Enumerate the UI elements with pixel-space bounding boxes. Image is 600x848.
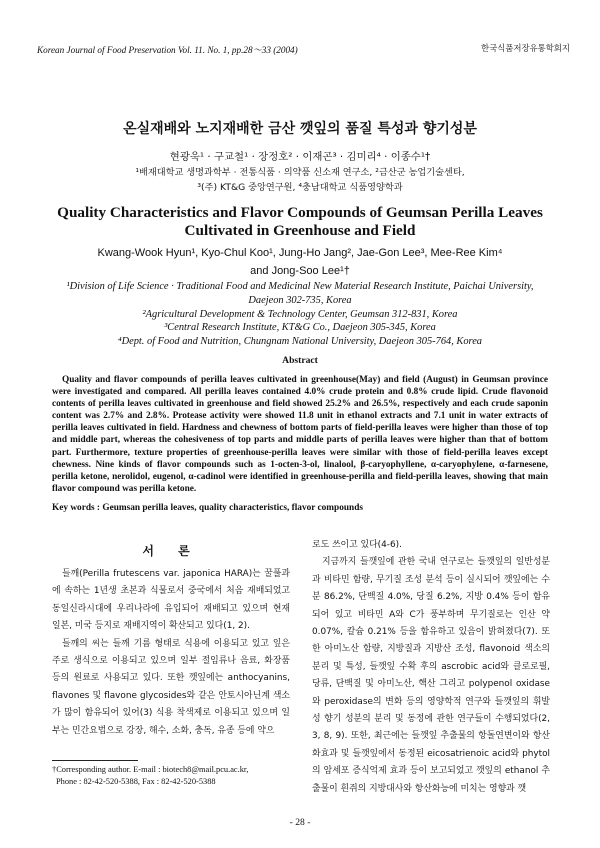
footnote-line-1: †Corresponding author. E-mail : biotech8@mail.pcu.ac.kr,	[52, 765, 249, 774]
english-affiliation-4: ⁴Dept. of Food and Nutrition, Chungnam National University, Daejeon 305-764, Korea	[118, 336, 482, 347]
paragraph: 들깨(Perilla frutescens var. japonica HARA)는 꿀풀과에 속하는 1년생 초본과 식물로서 중국에서 처음 재배되었고 동일신라시대에 우리나라에 유입되어 재배되고 있으며 현재 일본, 미국 등지로 재배지역이 확산되고 있다(1, 2).	[52, 569, 290, 632]
korean-authors: 현광욱¹ · 구교철¹ · 장정호² · 이재곤³ · 김미리⁴ · 이종수¹†	[169, 151, 431, 163]
running-header	[37, 42, 570, 56]
abstract-heading: Abstract	[282, 355, 318, 366]
page-number: - 28 -	[289, 817, 311, 828]
paragraph: 로도 쓰이고 있다(4-6).	[312, 540, 402, 550]
society-name: 한국식품저장유통학회지	[481, 43, 570, 53]
keywords: Key words : Geumsan perilla leaves, quality characteristics, flavor compounds	[52, 503, 363, 513]
body-column-right	[312, 537, 550, 798]
paragraph: 들깨의 씨는 들깨 기름 형태로 식용에 이용되고 있고 잎은 주로 생식으로 이용되고 있으며 일부 절임류나 음료, 화장품 등의 원료로 사용되고 있다. 또한 깻잎에는 anthocyanins, flavones 및 flavone glycosides와 같은 안토시아닌계 색소가 많이 함유되어 있어(3) 식용 착색제로 이용되고 있으며 일부는 민간요법으로 강장, 해수, 소화, 충독, 유종 등에 약으	[52, 638, 290, 736]
english-affiliation-1: ¹Division of Life Science · Traditional Food and Medicinal New Material Research Institute, Paichai University,	[66, 281, 534, 292]
english-authors-line-1: Kwang-Wook Hyun¹, Kyo-Chul Koo¹, Jung-Ho Jang², Jae-Gon Lee³, Mee-Ree Kim⁴	[97, 247, 503, 259]
korean-affiliation-2: ³(주) KT&G 중앙연구원, ⁴충남대학교 식품영양학과	[197, 182, 403, 193]
english-title: Quality Characteristics and Flavor Compounds of Geumsan Perilla Leaves Cultivated in Greenhouse and Field	[57, 204, 543, 239]
section-heading-introduction: 서 론	[142, 544, 200, 558]
english-affiliation-2: ²Agricultural Development & Technology Center, Geumsan 312-831, Korea	[142, 309, 458, 320]
footnote-line-2: Phone : 82-42-520-5388, Fax : 82-42-520-5388	[56, 777, 216, 786]
footnote-divider	[52, 760, 138, 761]
corresponding-author-footnote	[52, 764, 292, 788]
korean-affiliation-1: ¹배재대학교 생명과학부 · 전통식품 · 의약품 신소재 연구소, ²금산군 농업기술센타,	[135, 167, 465, 178]
journal-citation: Korean Journal of Food Preservation Vol. 11. No. 1, pp.28～33 (2004)	[37, 45, 298, 55]
abstract-text: Quality and flavor compounds of perilla leaves cultivated in greenhouse(May) and field (August) in Geumsan province were investigated and compared. All perilla leaves contained 4.0% crude protein and 0.8% crude lipid. Crude flavonoid contents of perilla leaves cultivated in greenhouse and field showed 25.2% and 26.5%, respectively and each crude saponin content was 2.7% and 2.8%. Protease activity were showed 11.8 unit in ethanol extracts and 7.1 unit in water extracts of perilla leaves cultivated in field. Hardness and chewness of bottom parts of field-perilla leaves were higher than those of top and middle part, whereas the cohesiveness of top parts and middle parts of perilla leaves were higher than that of bottom part. Furthermore, texture properties of greenhouse-perilla leaves were similar with those of field-perilla leaves except chewness. Nine kinds of flavor compounds such as 1-octen-3-ol, linalool, β-caryophyllene, α-caryophylene, α-farnesene, perilla ketone, nerolidol, eugenol, α-cadinol were identified in greenhouse-perilla and field-perilla leaves, showing that main flavor compound was perilla ketone.	[52, 375, 548, 494]
korean-title: 온실재배와 노지재배한 금산 깻잎의 품질 특성과 향기성분	[123, 121, 477, 137]
body-column-left	[52, 566, 290, 740]
paragraph: 지금까지 들깻잎에 관한 국내 연구로는 들깻잎의 일반성분과 비타민 함량, 무기질 조성 분석 등이 실시되어 깻잎에는 수분 86.2%, 단백질 4.0%, 당질 6.2%, 지방 0.4% 등이 함유되어 있고 비타민 A와 C가 풍부하며 무기질로는 인산 약 0.07%, 칼슘 0.21% 등을 함유하고 있음이 밝혀졌다(7). 또한 아미노산 함량, 지방질과 지방산 조성, flavonoid 색소의 분리 및 특성, 들깻잎 수확 후의 ascrobic acid와 클로로필, 당류, 단백질 및 아미노산, 핵산 그리고 polypenol oxidase와 peroxidase의 변화 등의 영양학적 연구와 들깻잎의 휘발성 향기 성분의 분리 및 동정에 관한 연구들이 수행되었다(2, 3, 8, 9). 또한, 최근에는 들깻잎 추출물의 항돌연변이와 항산화효과 및 들깻잎에서 동정된 eicosatrienoic acid와 phytol의 암세포 증식억제 효과 등이 보고되었고 깻잎의 ethanol 추출물이 흰쥐의 지방대사와 항산화능에 미치는 영향과 깻	[312, 557, 550, 794]
english-affiliation-1b: Daejeon 302-735, Korea	[248, 295, 352, 306]
english-authors-line-2: and Jong-Soo Lee¹†	[250, 265, 350, 277]
english-affiliation-3: ³Central Research Institute, KT&G Co., Daejeon 305-345, Korea	[164, 322, 436, 333]
